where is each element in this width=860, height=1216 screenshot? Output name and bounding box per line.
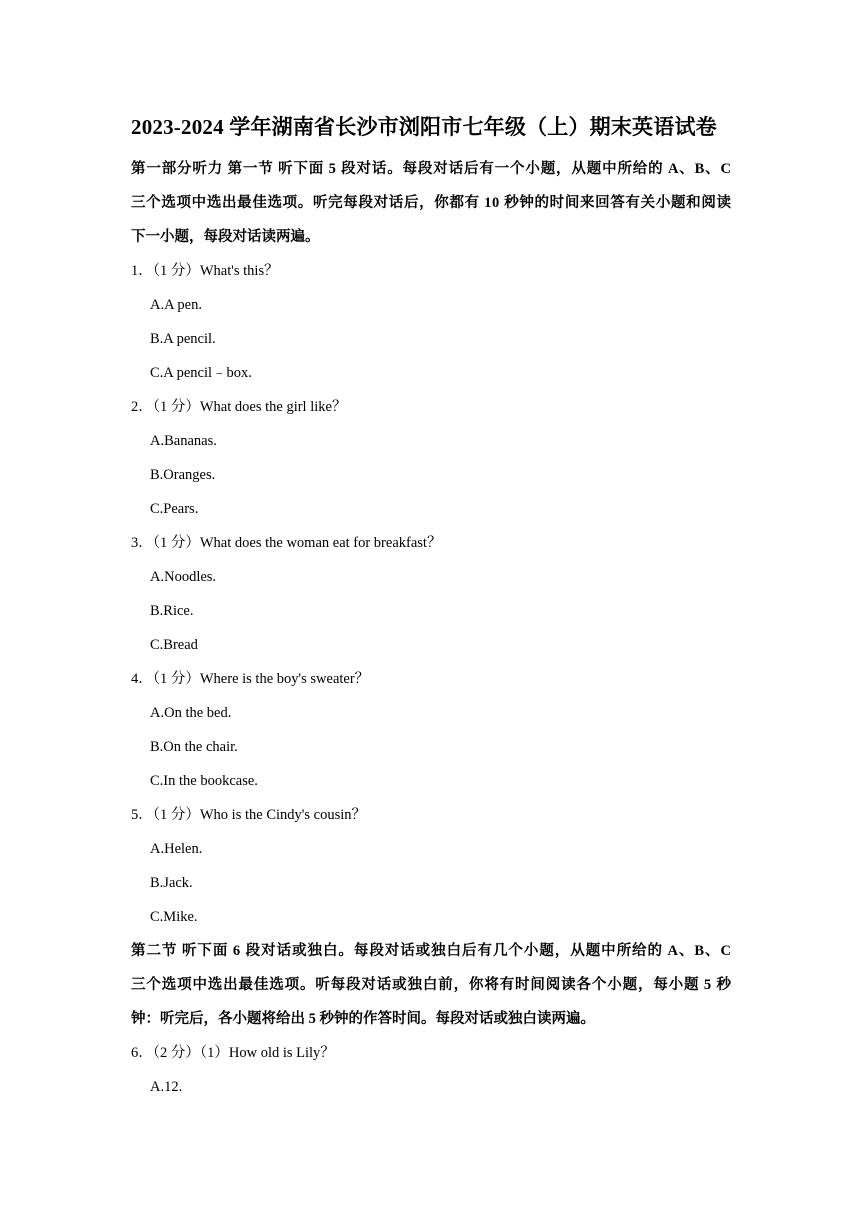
page-title: 2023-2024 学年湖南省长沙市浏阳市七年级（上）期末英语试卷 [131,115,717,139]
section1-line-2: 三个选项中选出最佳选项。听完每段对话后，你都有 10 秒钟的时间来回答有关小题和阅读 [131,195,732,211]
question-5 [131,798,731,934]
option-a: A.Helen. [150,841,203,857]
question-3 [131,526,731,662]
question-6 [131,1036,731,1104]
section2-line-2: 三个选项中选出最佳选项。听每段对话或独白前，你将有时间阅读各个小题，每小题 5 秒 [131,977,732,993]
section1-line-1: 第一部分听力 第一节 听下面 5 段对话。每段对话后有一个小题，从题中所给的 A、B、C [131,161,732,177]
question-4 [131,662,731,798]
option-c: C.Bread [150,637,198,653]
exam-page [131,112,731,1104]
section2-instructions [131,934,731,1036]
option-b: B.A pencil. [150,331,216,347]
question-stem: 3．（1 分）What does the woman eat for breakfast？ [131,535,442,551]
option-a: A.Noodles. [150,569,217,585]
question-stem: 5．（1 分）Who is the Cindy's cousin？ [131,807,367,823]
option-b: B.On the chair. [150,739,238,755]
section1-instructions [131,152,731,254]
question-stem: 1．（1 分）What's this？ [131,263,279,279]
question-2 [131,390,731,526]
question-1 [131,254,731,390]
option-a: A.Bananas. [150,433,217,449]
option-a: A.A pen. [150,297,202,313]
section2-line-3: 钟：听完后，各小题将给出 5 秒钟的作答时间。每段对话或独白读两遍。 [131,1011,595,1027]
option-b: B.Oranges. [150,467,216,483]
question-stem: 6．（2 分）（1）How old is Lily？ [131,1045,335,1061]
option-b: B.Jack. [150,875,193,891]
question-stem: 2．（1 分）What does the girl like？ [131,399,347,415]
option-c: C.A pencil﹣box. [150,365,252,381]
option-b: B.Rice. [150,603,194,619]
option-a: A.12. [150,1079,183,1095]
option-c: C.Mike. [150,909,198,925]
option-c: C.Pears. [150,501,199,517]
option-c: C.In the bookcase. [150,773,258,789]
option-a: A.On the bed. [150,705,232,721]
question-stem: 4．（1 分）Where is the boy's sweater？ [131,671,370,687]
section2-line-1: 第二节 听下面 6 段对话或独白。每段对话或独白后有几个小题，从题中所给的 A、B、C [131,943,732,959]
section1-line-3: 下一小题，每段对话读两遍。 [131,229,320,245]
